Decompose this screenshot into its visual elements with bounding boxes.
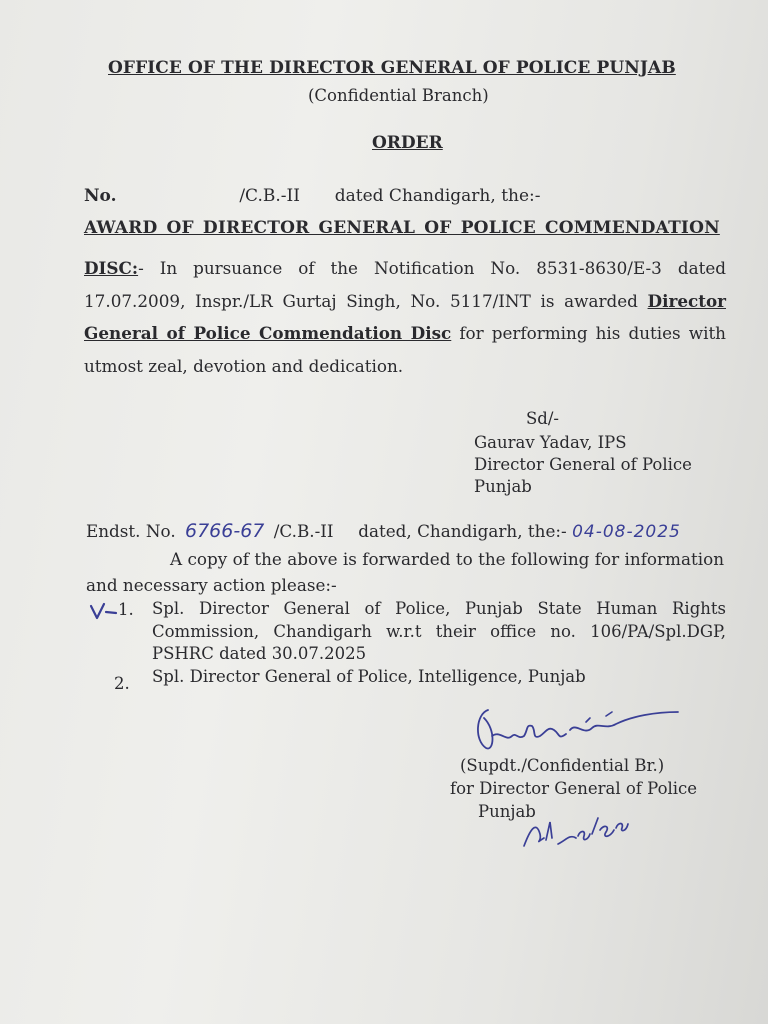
copy-forward-text: A copy of the above is forwarded to the following for information and necessary action please:- [86, 549, 724, 595]
supdt-for-dgp: for Director General of Police [450, 779, 698, 798]
order-dated: dated Chandigarh, the:- [334, 186, 541, 206]
signatory-designation: Director General of Police [474, 455, 692, 474]
branch-subtitle: (Confidential Branch) [308, 86, 489, 105]
tick-mark-icon [88, 600, 122, 622]
sd-mark: Sd/- [526, 409, 559, 428]
order-title: ORDER [372, 133, 443, 153]
office-title: OFFICE OF THE DIRECTOR GENERAL OF POLICE PUNJAB [108, 58, 676, 78]
signatory-name: Gaurav Yadav, IPS [474, 433, 627, 452]
handwritten-endst-date: 04-08-2025 [572, 522, 681, 542]
endst-dated: dated, Chandigarh, the:- [358, 521, 567, 541]
endst-cb-ref: /C.B.-II [273, 521, 334, 541]
award-text-1: - In pursuance of the Notification No. 8531-8630/E-3 dated 17.07.2009, Inspr./LR Gurtaj Singh, No. 5117/INT is awarded [84, 258, 726, 311]
signatory-place: Punjab [474, 477, 532, 496]
disc-name: Director General of Police Commendation Disc [84, 290, 726, 343]
handwritten-signature [466, 700, 686, 760]
handwritten-initial-date [520, 800, 640, 856]
list-item: Spl. Director General of Police, Intelligence, Punjab [152, 667, 586, 686]
award-body [84, 252, 726, 382]
signatory-block [474, 432, 692, 498]
order-no-label: No. [84, 186, 117, 206]
award-text-2: for performing his duties with utmost zeal, devotion and dedication. [84, 323, 726, 376]
endorsement-line [86, 520, 681, 542]
endst-label: Endst. No. [86, 521, 176, 541]
handwritten-endst-number: 6766-67 [185, 520, 265, 542]
supdt-title: (Supdt./Confidential Br.) [460, 756, 665, 775]
order-number-line [84, 186, 541, 206]
list-item-number: 1. [118, 600, 134, 619]
order-cb-ref: /C.B.-II [239, 186, 300, 206]
supdt-place: Punjab [478, 802, 536, 821]
list-item: Spl. Director General of Police, Punjab State Human Rights Commission, Chandigarh w.r.t their office no. 106/PA/Spl.DGP, PSHRC dated 30.07.2025 [152, 599, 726, 663]
award-lead: DISC: [84, 258, 139, 278]
award-heading: AWARD OF DIRECTOR GENERAL OF POLICE COMMENDATION [84, 218, 720, 238]
list-item-number: 2. [114, 674, 130, 693]
